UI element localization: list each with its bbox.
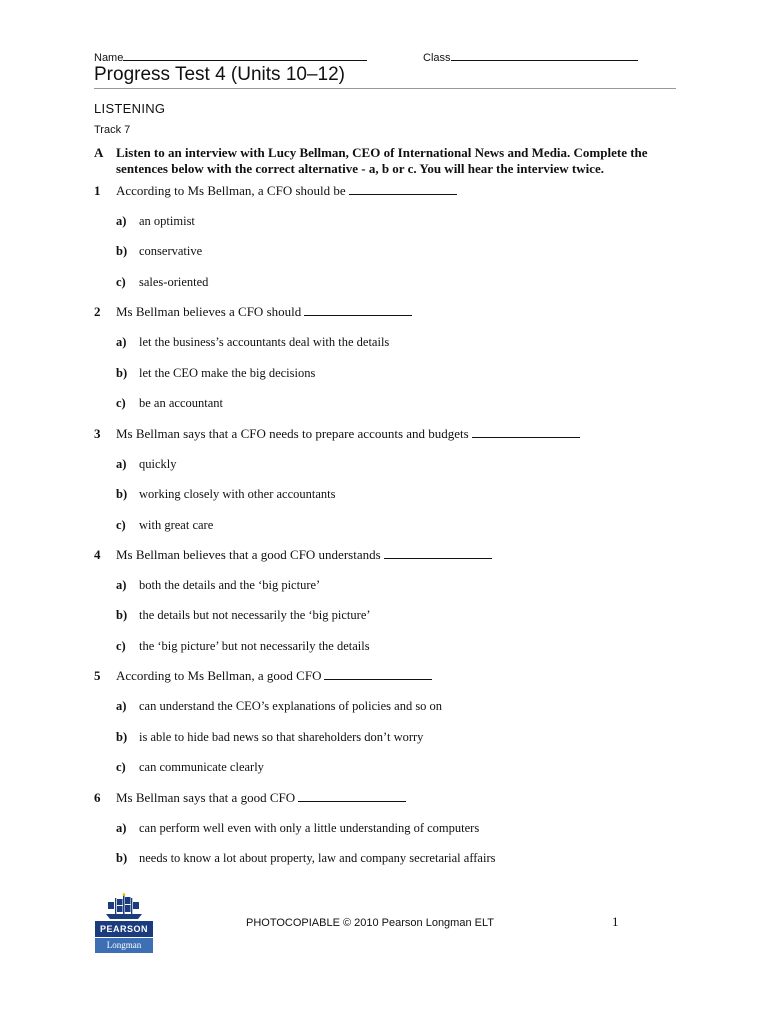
question-2	[94, 303, 412, 321]
option-letter: c)	[116, 275, 126, 289]
option-letter: a)	[116, 821, 127, 835]
option-text: conservative	[139, 244, 203, 258]
option-2c	[116, 394, 223, 412]
class-label: Class	[423, 52, 451, 64]
answer-blank	[472, 425, 580, 438]
option-text: can understand the CEO’s explanations of policies and so on	[139, 699, 443, 713]
option-text: working closely with other accountants	[139, 487, 336, 501]
title-divider	[94, 88, 676, 89]
option-letter: c)	[116, 518, 126, 532]
page-title: Progress Test 4 (Units 10–12)	[94, 64, 345, 85]
track-label: Track 7	[94, 124, 131, 136]
answer-blank	[298, 789, 406, 802]
instruction	[94, 145, 694, 177]
answer-blank	[349, 182, 457, 195]
photocopiable-notice: PHOTOCOPIABLE © 2010 Pearson Longman ELT	[246, 917, 494, 929]
option-text: needs to know a lot about property, law and company secretarial affairs	[139, 851, 496, 865]
question-text: Ms Bellman says that a CFO needs to prepare accounts and budgets	[116, 426, 469, 441]
name-field	[94, 50, 367, 64]
option-letter: a)	[116, 335, 127, 349]
question-number: 3	[94, 426, 101, 441]
option-letter: a)	[116, 457, 127, 471]
class-field	[423, 50, 638, 64]
section-heading: LISTENING	[94, 101, 166, 116]
name-blank	[123, 50, 367, 61]
option-text: can communicate clearly	[139, 760, 264, 774]
option-text: can perform well even with only a little understanding of computers	[139, 821, 480, 835]
option-text: be an accountant	[139, 396, 223, 410]
ship-icon	[95, 893, 153, 921]
option-letter: b)	[116, 487, 128, 501]
option-3b	[116, 485, 335, 503]
class-blank	[451, 50, 638, 61]
question-text: Ms Bellman says that a good CFO	[116, 790, 296, 805]
question-3	[94, 425, 580, 443]
option-text: sales-oriented	[139, 275, 209, 289]
logo-longman-text: Longman	[95, 938, 153, 953]
question-4	[94, 546, 492, 564]
option-text: the details but not necessarily the ‘big picture’	[139, 608, 371, 622]
option-text: quickly	[139, 457, 177, 471]
option-text: the ‘big picture’ but not necessarily the details	[139, 639, 370, 653]
option-letter: c)	[116, 760, 126, 774]
option-letter: a)	[116, 214, 127, 228]
option-2b	[116, 364, 315, 382]
name-label: Name	[94, 52, 124, 64]
answer-blank	[324, 667, 432, 680]
question-5	[94, 667, 432, 685]
option-letter: b)	[116, 851, 128, 865]
option-text: both the details and the ‘big picture’	[139, 578, 321, 592]
question-text: Ms Bellman believes that a good CFO understands	[116, 547, 381, 562]
question-number: 5	[94, 668, 101, 683]
option-letter: a)	[116, 699, 127, 713]
question-number: 2	[94, 304, 101, 319]
option-text: is able to hide bad news so that shareholders don’t worry	[139, 730, 424, 744]
option-1c	[116, 273, 208, 291]
option-4c	[116, 637, 370, 655]
option-text: an optimist	[139, 214, 195, 228]
option-letter: b)	[116, 244, 128, 258]
option-letter: b)	[116, 730, 128, 744]
option-3c	[116, 516, 213, 534]
option-letter: c)	[116, 639, 126, 653]
option-6b	[116, 849, 495, 867]
option-letter: b)	[116, 608, 128, 622]
pearson-longman-logo	[95, 893, 153, 953]
instruction-text: Listen to an interview with Lucy Bellman, CEO of International News and Media. Complete the sentences below with the correct alternative - a, b or c. You will hear the interview twice.	[116, 145, 648, 176]
option-5b	[116, 728, 423, 746]
question-number: 4	[94, 547, 101, 562]
question-text: Ms Bellman believes a CFO should	[116, 304, 302, 319]
answer-blank	[384, 546, 492, 559]
option-letter: c)	[116, 396, 126, 410]
question-1	[94, 182, 457, 200]
option-text: let the CEO make the big decisions	[139, 366, 316, 380]
page-number: 1	[612, 914, 619, 929]
option-1b	[116, 242, 202, 260]
option-5c	[116, 758, 264, 776]
option-4b	[116, 606, 371, 624]
option-3a	[116, 455, 177, 473]
option-text: let the business’s accountants deal with the details	[139, 335, 390, 349]
question-number: 1	[94, 183, 101, 198]
option-5a	[116, 697, 442, 715]
question-text: According to Ms Bellman, a good CFO	[116, 668, 322, 683]
answer-blank	[304, 303, 412, 316]
option-6a	[116, 819, 479, 837]
option-text: with great care	[139, 518, 214, 532]
question-6	[94, 789, 406, 807]
option-letter: a)	[116, 578, 127, 592]
logo-pearson-text: PEARSON	[95, 921, 153, 937]
option-1a	[116, 212, 195, 230]
question-text: According to Ms Bellman, a CFO should be	[116, 183, 346, 198]
instruction-letter: A	[94, 145, 104, 160]
option-4a	[116, 576, 320, 594]
option-letter: b)	[116, 366, 128, 380]
option-2a	[116, 333, 389, 351]
question-number: 6	[94, 790, 101, 805]
